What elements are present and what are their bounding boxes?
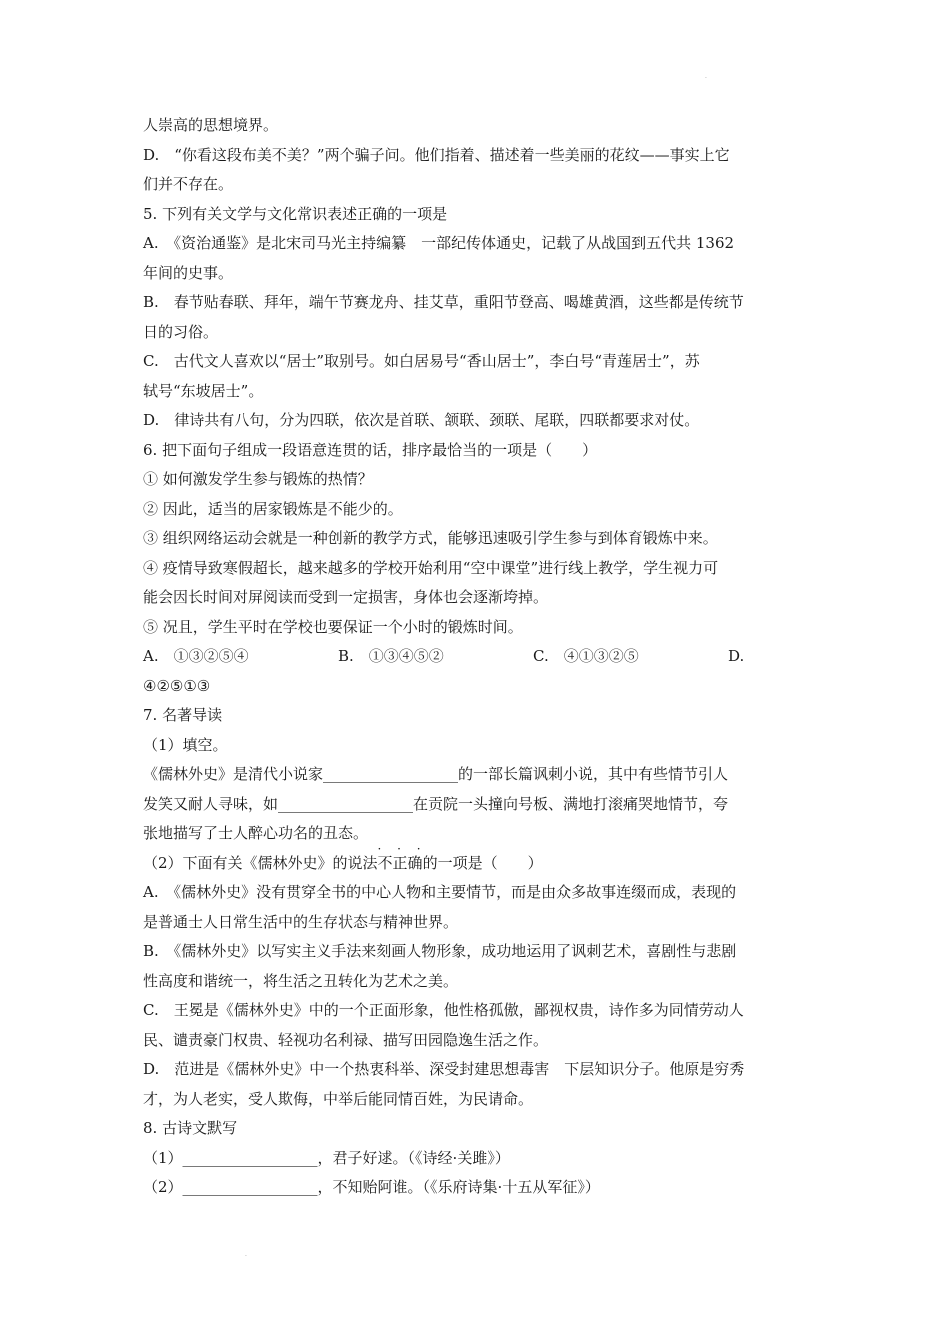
q7-part-1: （1）填空。 [143,735,228,754]
page-mark-bottom: . [245,1251,247,1258]
q6-sentence-4: ④ 疫情导致寒假超长，越来越多的学校开始利用“空中课堂”进行线上教学，学生视力可 [143,558,719,577]
question-6-title: 6. 把下面句子组成一段语意连贯的话，排序最恰当的一项是（ ） [143,440,598,459]
text-line: 人崇高的思想境界。 [143,116,279,134]
question-7-title: 7. 名著导读 [143,706,223,724]
text-line: 性高度和谐统一，将生活之丑转化为艺术之美。 [143,971,459,990]
text-line: 能会因长时间对屏阅读而受到一定损害，身体也会逐渐垮掉。 [143,588,549,606]
q7-part-2-pre: （2）下面有关《儒林外史》的说法 [143,853,378,872]
q6-sentence-5: ⑤ 况且，学生平时在学校也要保证一个小时的锻炼时间。 [143,617,523,636]
q6-sentence-3: ③ 组织网络运动会就是一种创新的教学方式，能够迅速吸引学生参与到体育锻炼中来。 [143,529,718,547]
document-page [143,111,813,1203]
q7-option-c: C. 王冕是《儒林外史》中的一个正面形象，他性格孤傲，鄙视权贵，诗作多为同情劳动人 [143,1001,744,1019]
q8-item-1: （1）__________________，君子好逑。（《诗经·关雎》） [143,1148,510,1167]
q6-option-d-content: ④②⑤①③ [143,676,211,695]
text-line: 年间的史事。 [143,263,234,282]
text-line: 是普通士人日常生活中的生存状态与精神世界。 [143,912,459,931]
q5-option-a: A. 《资治通鉴》是北宋司马光主持编纂 一部纪传体通史，记载了从战国到五代共 1362 [143,234,735,252]
q6-sentence-1: ① 如何激发学生参与锻炼的热情？ [143,470,373,488]
text-line: 才，为人老实，受人欺侮，中举后能同情百姓，为民请命。 [143,1089,534,1108]
text-line: 民、谴责豪门权贵、轻视功名利禄、描写田园隐逸生活之作。 [143,1030,549,1049]
q8-item-2: （2）__________________，不知贻阿谁。（《乐府诗集·十五从军征》） [143,1178,600,1196]
q6-option-c: C. ④①③②⑤ [533,647,639,665]
emphasis-dots: · · · [377,841,427,856]
q7-fill-line-2: 发笑又耐人寻味，如__________________在贡院一头撞向号板、满地打滚痛哭地情节，夸 [143,794,729,813]
q7-part-2-post: 的一项是（ ） [422,853,543,872]
q6-option-a: A. ①③②⑤④ [143,647,249,665]
q5-option-d: D. 律诗共有八句，分为四联，依次是首联、颔联、颈联、尾联，四联都要求对仗。 [143,411,700,429]
q7-option-a: A. 《儒林外史》没有贯穿全书的中心人物和主要情节，而是由众多故事连缀而成，表现的 [143,883,737,901]
emphasis-text [377,841,427,872]
q7-option-b: B. 《儒林外史》以写实主义手法来刻画人物形象，成功地运用了讽刺艺术，喜剧性与悲剧 [143,942,737,960]
q7-option-d: D. 范进是《儒林外史》中一个热衷科举、深受封建思想毒害 下层知识分子。他原是穷秀 [143,1060,745,1078]
q6-option-d: D. [728,647,745,665]
text-line: 轼号“东坡居士”。 [143,381,264,400]
question-5-title: 5. 下列有关文学与文化常识表述正确的一项是 [143,204,448,223]
text-line: 张地描写了士人醉心功名的丑态。 [143,824,369,842]
page-mark-top: . [705,73,707,80]
q6-sentence-2: ② 因此，适当的居家锻炼是不能少的。 [143,499,403,518]
q4-option-d: D. “你看这段布美不美？”两个骗子问。他们指着、描述着一些美丽的花纹——事实上它 [143,145,730,164]
q6-options [143,642,813,672]
q7-part-2 [143,841,813,879]
question-8-title: 8. 古诗文默写 [143,1119,238,1137]
q5-option-c: C. 古代文人喜欢以“居士”取别号。如白居易号“香山居士”，李白号“青莲居士”，苏 [143,352,700,370]
q6-option-b: B. ①③④⑤② [338,647,444,665]
q5-option-b: B. 春节贴春联、拜年，端午节赛龙舟、挂艾草，重阳节登高、喝雄黄酒，这些都是传统节 [143,293,744,311]
q7-fill-line-1: 《儒林外史》是清代小说家__________________的一部长篇讽刺小说，其中有些情节引人 [143,765,729,783]
text-line: 们并不存在。 [143,175,234,193]
emphasis-word: 不正确 [377,853,423,872]
text-line: 日的习俗。 [143,322,219,341]
